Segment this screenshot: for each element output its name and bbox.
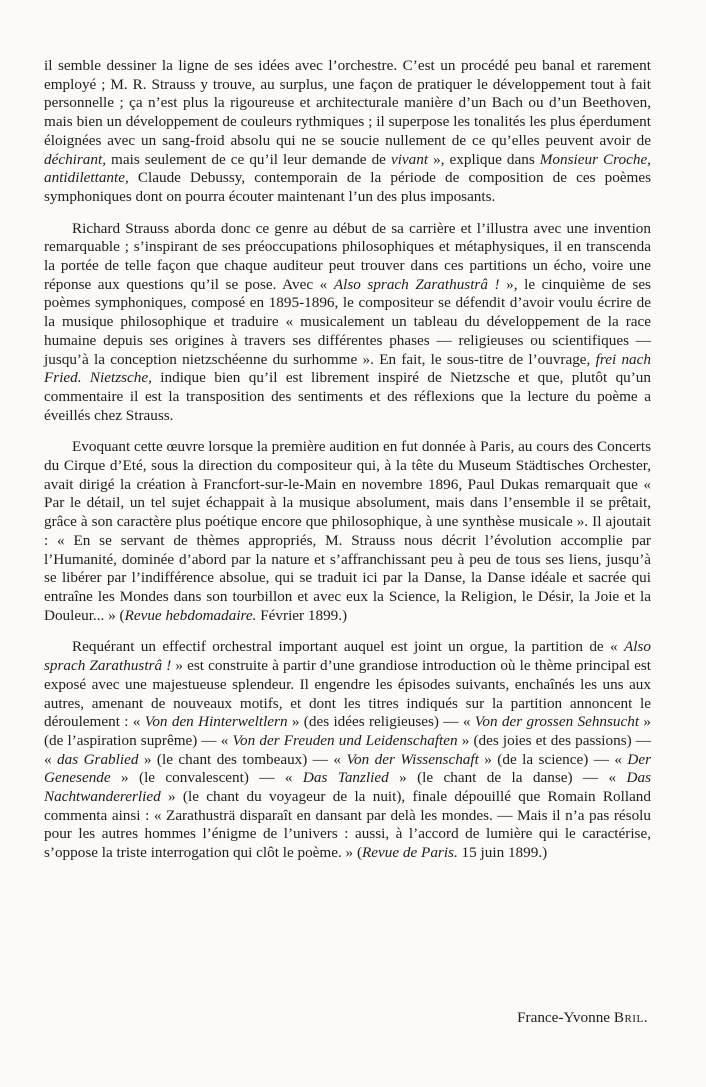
italic-run: Von den Hinterweltlern xyxy=(144,713,288,731)
text-run: » (des idées religieuses) — « xyxy=(287,713,475,731)
italic-run: Monsieur Croche, antidilettante, xyxy=(44,150,651,187)
text-run: Richard Strauss aborda donc ce genre au début de sa carrière et l’illustra avec une invention remarquable ; s’inspirant de ses préoccupations philosophiques et métaphysiques, il en transcenda la portée de telle façon que chaque auditeur peut trouver dans ces partitions un écho, voire une réponse aux questions qu’il se pose. Avec « xyxy=(44,219,651,293)
text-run: », le cinquième de ses poèmes symphoniques, composé en 1895-1896, le compositeur se défendit d’avoir voulu écrire de la musique philosophique et traduire « musicalement un tableau du développement de la race humaine depuis ses origines à travers ses différentes phases — religieuses ou scientifiques — jusqu’à la conception nietzschéenne du surhomme ». En fait, le sous-titre de l’ouvrage, xyxy=(44,275,651,368)
text-run: » (le chant des tombeaux) — « xyxy=(138,750,347,768)
italic-run: frei nach Fried. Nietzsche, xyxy=(44,350,651,387)
italic-run: déchirant, xyxy=(44,150,107,168)
text-run: indique bien qu’il est librement inspiré de Nietzsche et que, plutôt qu’un commentaire il est la transposition des sentiments et des réflexions que la lecture du poème a éveillés chez Strauss. xyxy=(44,369,651,424)
italic-run: Das Nachtwandererlied xyxy=(44,769,651,806)
paragraph xyxy=(44,638,651,862)
text-run: » (le chant de la danse) — « xyxy=(388,769,627,787)
text-run: Claude Debussy, contemporain de la période de composition de ces poèmes symphoniques dont on pourra écouter maintenant l’un des plus imposants. xyxy=(44,169,651,205)
text-run: » est construite à partir d’une grandiose introduction où le thème principal est exposé avec une majestueuse splendeur. Il engendre les épisodes suivants, enchaînés les uns aux autres, amenant de nouveaux motifs, et dont les titres indiqués sur la partition annoncent le déroulement : « xyxy=(44,657,651,731)
italic-run: Revue de Paris. xyxy=(362,844,458,862)
author-first-name: France-Yvonne xyxy=(517,1009,611,1026)
italic-run: Der Genesende xyxy=(44,750,652,787)
document-body xyxy=(44,57,651,876)
text-run: » (le convalescent) — « xyxy=(110,769,303,787)
italic-run: Das Tanzlied xyxy=(302,769,389,787)
text-run: », explique dans xyxy=(428,150,540,168)
author-last-name: Bril. xyxy=(613,1009,648,1026)
paragraph xyxy=(44,220,651,426)
paragraph xyxy=(44,438,651,625)
text-run: » (des joies et des passions) — « xyxy=(44,731,651,768)
text-run: » (le chant du voyageur de la nuit), finale dépouillé que Romain Rolland commenta ainsi : « Zarathusträ disparaît en dansant par delà les mondes. — Mais il n’a pas résolu pour les autres hommes l’énigme de l’univers : aussi, à l’accord de lumière qui le caractérise, s’oppose la triste interrogation qui clôt le poème. » ( xyxy=(44,788,651,862)
italic-run: Also sprach Zarathustrâ ! xyxy=(333,275,500,293)
italic-run: Von der grossen Sehnsucht xyxy=(474,713,640,731)
author-signature xyxy=(517,1009,648,1027)
text-run: 15 juin 1899.) xyxy=(457,844,548,862)
text-run: Février 1899.) xyxy=(256,606,348,624)
italic-run: Von der Freuden und Leidenschaften xyxy=(232,731,458,749)
text-run: Requérant un effectif orchestral important auquel est joint un orgue, la partition de « xyxy=(72,638,624,656)
text-run: Evoquant cette œuvre lorsque la première audition en fut donnée à Paris, au cours des Concerts du Cirque d’Eté, sous la direction du compositeur qui, à la tête du Museum Städtisches Orchester, avait dirigé la création à Francfort-sur-le-Main en novembre 1896, Paul Dukas remarquait que « Par le détail, un tel sujet échappait à la musique absolument, mais dans l’ensemble il se prêtait, grâce à son caractère plus poétique encore que philosophique, à une synthèse musicale ». Il ajoutait : « En se servant de thèmes appropriés, M. Strauss nous décrit l’évolution accomplie par l’Humanité, dominée d’abord par la nature et s’affranchissant peu à peu de tous ses liens, jusqu’à se libérer par l’indifférence absolue, qui se traduit ici par la Danse, la Danse idéale et sacrée qui entraîne les Mondes dans son tourbillon et avec eux la Science, la Religion, le Désir, la Joie et la Douleur... » ( xyxy=(44,438,651,624)
italic-run: Revue hebdomadaire. xyxy=(124,606,257,624)
italic-run: Von der Wissenschaft xyxy=(346,750,479,768)
text-run: » (de la science) — « xyxy=(478,750,628,768)
paragraph xyxy=(44,57,651,207)
italic-run: das Grablied xyxy=(57,750,139,768)
text-run: il semble dessiner la ligne de ses idées avec l’orchestre. C’est un procédé peu banal et rarement employé ; M. R. Strauss y trouve, au surplus, une façon de pratiquer le développement tout à fait personnelle ; ça n’est plus la rigoureuse et architecturale manière d’un Bach ou d’un Beethoven, mais bien un développement de couleurs rythmiques ; il superpose les tonalités les plus éperdument éloignées avec un sang-froid absolu qui ne se soucie nullement de ce qu’elles peuvent avoir de xyxy=(44,57,651,149)
italic-run: vivant xyxy=(390,150,429,168)
text-run: » (de l’aspiration suprême) — « xyxy=(44,713,652,749)
italic-run: Also sprach Zarathustrâ ! xyxy=(44,638,651,675)
text-run: mais seulement de ce qu’il leur demande de xyxy=(106,150,391,168)
